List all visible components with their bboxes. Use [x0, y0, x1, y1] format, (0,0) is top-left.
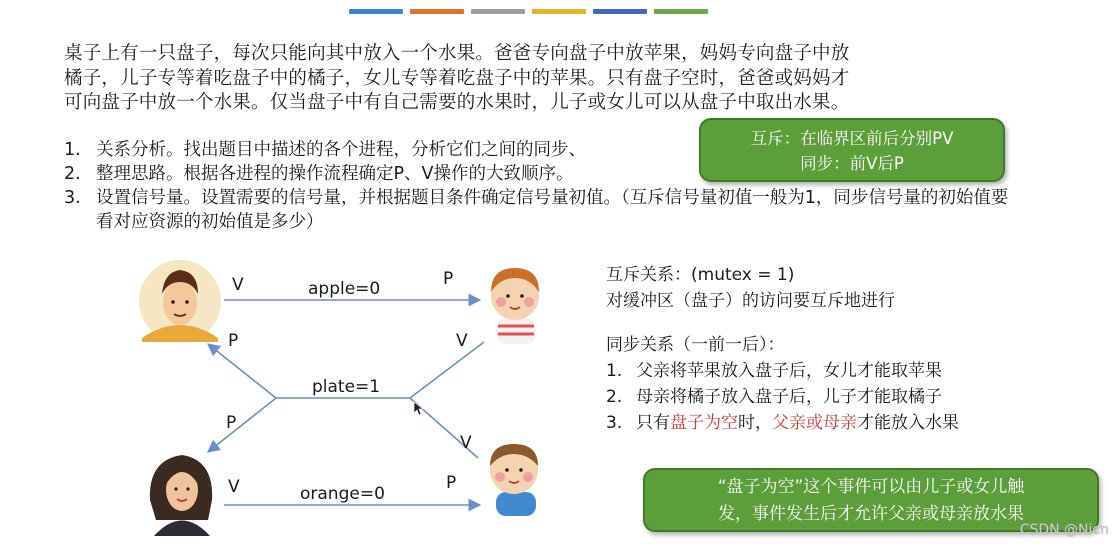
v-op-label: V: [460, 433, 472, 453]
v-op-label: V: [228, 477, 240, 497]
v-op-label: V: [232, 275, 244, 295]
sync-title: 同步关系（一前一后）：: [606, 335, 785, 355]
highlight-plate-empty: 盘子为空: [670, 413, 738, 433]
highlight-father-or-mother: 父亲或母亲: [772, 413, 857, 433]
problem-line: 可向盘子中放一个水果。仅当盘子中有自己需要的水果时，儿子或女儿可以从盘子中取出水果。: [64, 92, 850, 113]
problem-line: 橘子，儿子专等着吃盘子中的橘子，女儿专等着吃盘子中的苹果。只有盘子空时，爸爸或妈妈才: [64, 67, 850, 89]
father-avatar: [139, 260, 221, 342]
sync-number: 3.: [606, 413, 623, 433]
step-number: 3.: [64, 188, 81, 208]
son-avatar: [490, 444, 538, 516]
relation-analysis: [606, 262, 1086, 436]
step-number: 2.: [64, 164, 81, 184]
sync-text: 父亲将苹果放入盘子后，女儿才能取苹果: [636, 361, 942, 381]
p-op-label: P: [228, 331, 239, 351]
sync-number: 2.: [606, 387, 623, 407]
v-op-label: V: [456, 331, 468, 351]
orange-semaphore-label: orange=0: [300, 484, 385, 504]
daughter-avatar: [491, 268, 539, 344]
sync-item: [606, 384, 1086, 410]
plate-to-mother-arrow: [208, 398, 276, 452]
problem-line: 桌子上有一只盘子，每次只能向其中放入一个水果。爸爸专向盘子中放苹果，妈妈专向盘子中放: [64, 43, 850, 64]
sync-text-middle: 时，: [738, 413, 772, 433]
sync-item: [606, 410, 1086, 436]
mother-avatar: [150, 455, 212, 536]
step-text: 设置信号量。设置需要的信号量，并根据题目条件确定信号量初值。（互斥信号量初值一般为1，同步信号量的初始值要看对应资源的初始值是多少）: [96, 188, 1009, 232]
mouse-cursor-icon: [414, 402, 423, 415]
callout-line: 同步：前V后P: [800, 154, 904, 173]
sync-number: 1.: [606, 361, 623, 381]
callout-line: 发，事件发生后才允许父亲或母亲放水果: [718, 504, 1024, 524]
p-op-label: P: [446, 473, 457, 493]
daughter-to-plate-line: [410, 342, 484, 398]
step-number: 1.: [64, 140, 81, 160]
step-text: 关系分析。找出题目中描述的各个进程，分析它们之间的同步、: [96, 140, 586, 160]
sync-item: [606, 358, 1086, 384]
plate-semaphore-label: plate=1: [312, 377, 381, 397]
mutex-title: 互斥关系：(mutex = 1): [606, 265, 795, 285]
sync-text: 母亲将橘子放入盘子后，儿子才能取橘子: [636, 387, 942, 407]
p-op-label: P: [443, 269, 454, 289]
sync-list: [606, 358, 1086, 436]
p-op-label: P: [226, 413, 237, 433]
mutex-description: 对缓冲区（盘子）的访问要互斥地进行: [606, 291, 895, 311]
callout-line: 互斥：在临界区前后分别PV: [750, 129, 954, 148]
plate-to-father-arrow: [208, 344, 276, 398]
callout-line: “盘子为空”这个事件可以由儿子或女儿触: [717, 477, 1025, 497]
sync-text-suffix: 才能放入水果: [857, 413, 959, 433]
watermark: CSDN @Nicn: [1019, 522, 1109, 538]
step-text: 整理思路。根据各进程的操作流程确定P、V操作的大致顺序。: [96, 164, 574, 184]
apple-semaphore-label: apple=0: [308, 279, 381, 299]
sync-text-prefix: 只有: [636, 413, 670, 433]
